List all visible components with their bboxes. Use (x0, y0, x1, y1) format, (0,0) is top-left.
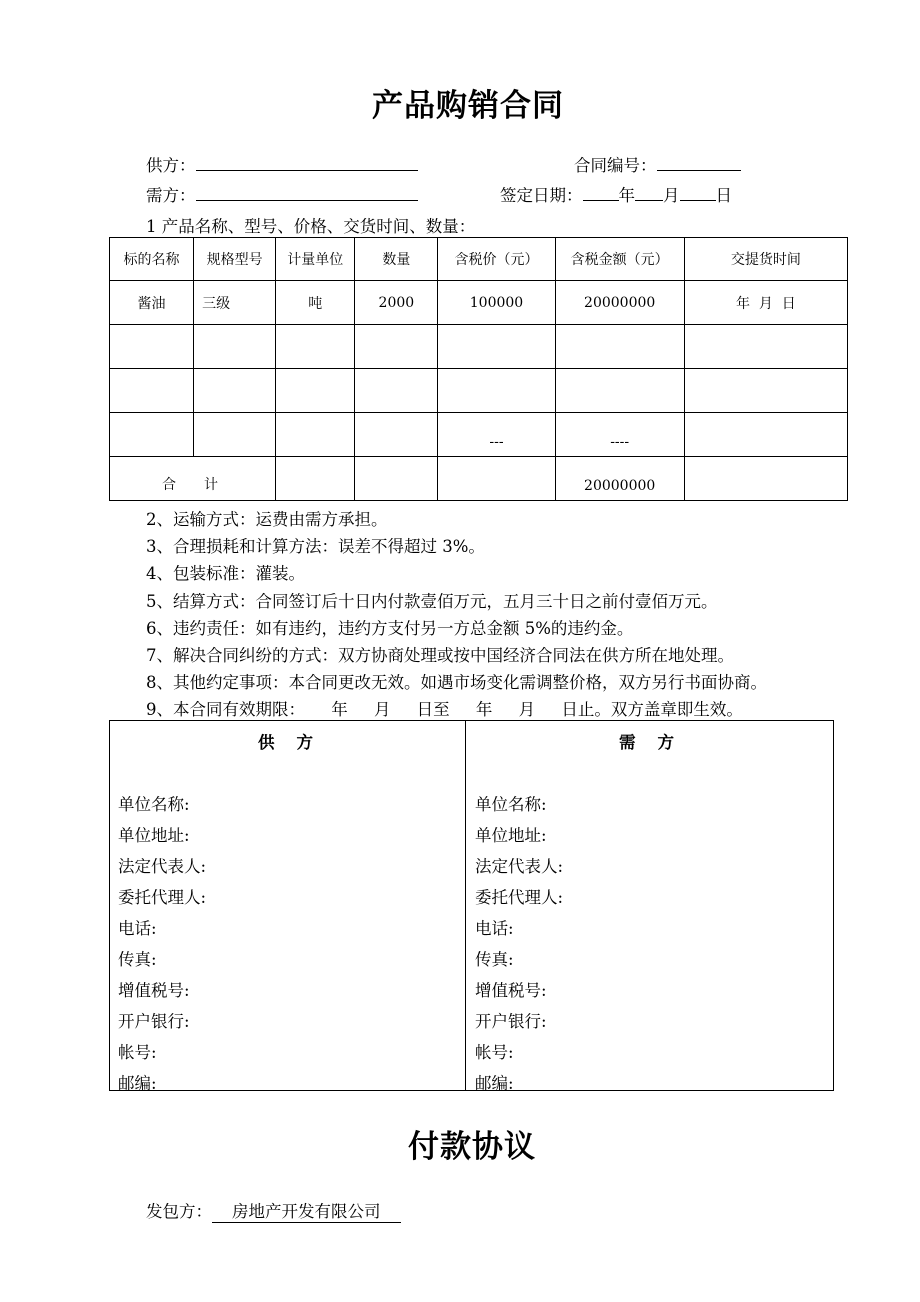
field-label: 开户银行: (118, 1012, 190, 1031)
field-label: 法定代表人: (118, 857, 207, 876)
field-label: 法定代表人: (475, 857, 564, 876)
supplier-blank[interactable] (196, 152, 418, 171)
table-cell (684, 413, 847, 457)
supplier-heading: 供方 (258, 733, 335, 752)
header-cell: 含税价（元） (438, 238, 555, 281)
table-cell: ---- (555, 413, 684, 457)
item1-heading: 1 产品名称、型号、价格、交货时间、数量： (146, 217, 476, 236)
table-row (110, 369, 848, 413)
total-row (110, 457, 848, 501)
field-label: 传真: (118, 950, 157, 969)
clause-item: 5、结算方式：合同签订后十日内付款壹佰万元，五月三十日之前付壹佰万元。 (146, 591, 718, 611)
day-label: 日 (715, 186, 732, 205)
buyer-heading: 需方 (619, 733, 696, 752)
table-cell (355, 413, 438, 457)
product-table (109, 237, 848, 501)
table-cell: 三级 (194, 281, 276, 325)
table-cell (438, 325, 555, 369)
table-cell: 2000 (355, 281, 438, 325)
contractor-line (146, 1198, 401, 1223)
table-cell (194, 413, 276, 457)
table-cell (555, 325, 684, 369)
contract-no-line (574, 152, 741, 176)
table-row (110, 325, 848, 369)
contract-title: 产品购销合同 (372, 88, 564, 124)
field-label: 增值税号: (118, 981, 190, 1000)
buyer-blank[interactable] (196, 182, 418, 201)
table-cell (438, 369, 555, 413)
field-label: 单位名称: (118, 795, 190, 814)
clause-item: 7、解决合同纠纷的方式：双方协商处理或按中国经济合同法在供方所在地处理。 (146, 646, 734, 666)
supplier-line (146, 152, 418, 176)
table-cell (276, 413, 355, 457)
table-cell (276, 369, 355, 413)
table-cell: 100000 (438, 281, 555, 325)
field-label: 帐号: (118, 1043, 157, 1062)
table-cell (276, 325, 355, 369)
table-header-row (110, 238, 848, 281)
table-cell: 吨 (276, 281, 355, 325)
table-cell (276, 457, 355, 501)
buyer-label: 需方： (146, 186, 196, 205)
table-cell (438, 457, 555, 501)
buyer-line (146, 182, 418, 206)
table-cell: --- (438, 413, 555, 457)
table-cell: 年 月 日 (684, 281, 847, 325)
table-cell (355, 457, 438, 501)
buyer-fields (475, 789, 563, 1099)
month-label: 月 (663, 186, 680, 205)
field-label: 开户银行: (475, 1012, 547, 1031)
year-label: 年 (618, 186, 635, 205)
header-cell: 标的名称 (110, 238, 194, 281)
table-row (110, 281, 848, 325)
table-cell: 酱油 (110, 281, 194, 325)
field-label: 电话: (118, 919, 157, 938)
table-cell (110, 369, 194, 413)
day-blank[interactable] (680, 182, 716, 201)
sign-date-label: 签定日期： (500, 186, 583, 205)
field-label: 帐号: (475, 1043, 514, 1062)
month-blank[interactable] (635, 182, 663, 201)
table-cell (355, 325, 438, 369)
field-label: 传真: (475, 950, 514, 969)
field-label: 委托代理人: (475, 888, 564, 907)
field-label: 单位名称: (475, 795, 547, 814)
supplier-fields (118, 789, 206, 1099)
table-cell (355, 369, 438, 413)
header-cell: 含税金额（元） (555, 238, 684, 281)
parties-info-box (109, 720, 834, 1091)
sign-date-line (500, 182, 732, 206)
header-cell: 交提货时间 (684, 238, 847, 281)
contract-clauses (146, 506, 767, 724)
clause-item: 4、包装标准：灌装。 (146, 564, 305, 584)
field-label: 邮编: (118, 1074, 157, 1093)
field-label: 单位地址: (118, 826, 190, 845)
table-cell: 20000000 (555, 281, 684, 325)
table-cell (110, 325, 194, 369)
total-amount: 20000000 (555, 457, 684, 501)
clause-item: 6、违约责任：如有违约，违约方支付另一方总金额 5%的违约金。 (146, 618, 634, 638)
header-cell: 规格型号 (194, 238, 276, 281)
field-label: 邮编: (475, 1074, 514, 1093)
payment-title: 付款协议 (408, 1129, 536, 1165)
clause-item: 3、合理损耗和计算方法：误差不得超过 3%。 (146, 537, 485, 557)
table-cell (555, 369, 684, 413)
contractor-value: 房地产开发有限公司 (212, 1198, 401, 1223)
clause-item: 9、本合同有效期限： 年 月 日至 年 月 日止。双方盖章即生效。 (146, 700, 743, 720)
table-cell (684, 369, 847, 413)
total-label: 合 计 (110, 457, 276, 501)
table-cell (684, 325, 847, 369)
table-cell (194, 369, 276, 413)
table-cell (194, 325, 276, 369)
field-label: 增值税号: (475, 981, 547, 1000)
year-blank[interactable] (583, 182, 619, 201)
table-cell (684, 457, 847, 501)
column-divider (465, 721, 466, 1090)
contractor-label: 发包方： (146, 1202, 212, 1221)
table-row (110, 413, 848, 457)
field-label: 电话: (475, 919, 514, 938)
field-label: 单位地址: (475, 826, 547, 845)
header-cell: 数量 (355, 238, 438, 281)
clause-item: 2、运输方式：运费由需方承担。 (146, 510, 388, 529)
table-cell (110, 413, 194, 457)
contract-no-label: 合同编号： (574, 156, 657, 175)
clause-item: 8、其他约定事项：本合同更改无效。如遇市场变化需调整价格，双方另行书面协商。 (146, 673, 767, 693)
supplier-label: 供方： (146, 156, 196, 175)
contract-no-blank[interactable] (657, 152, 741, 171)
field-label: 委托代理人: (118, 888, 207, 907)
header-cell: 计量单位 (276, 238, 355, 281)
